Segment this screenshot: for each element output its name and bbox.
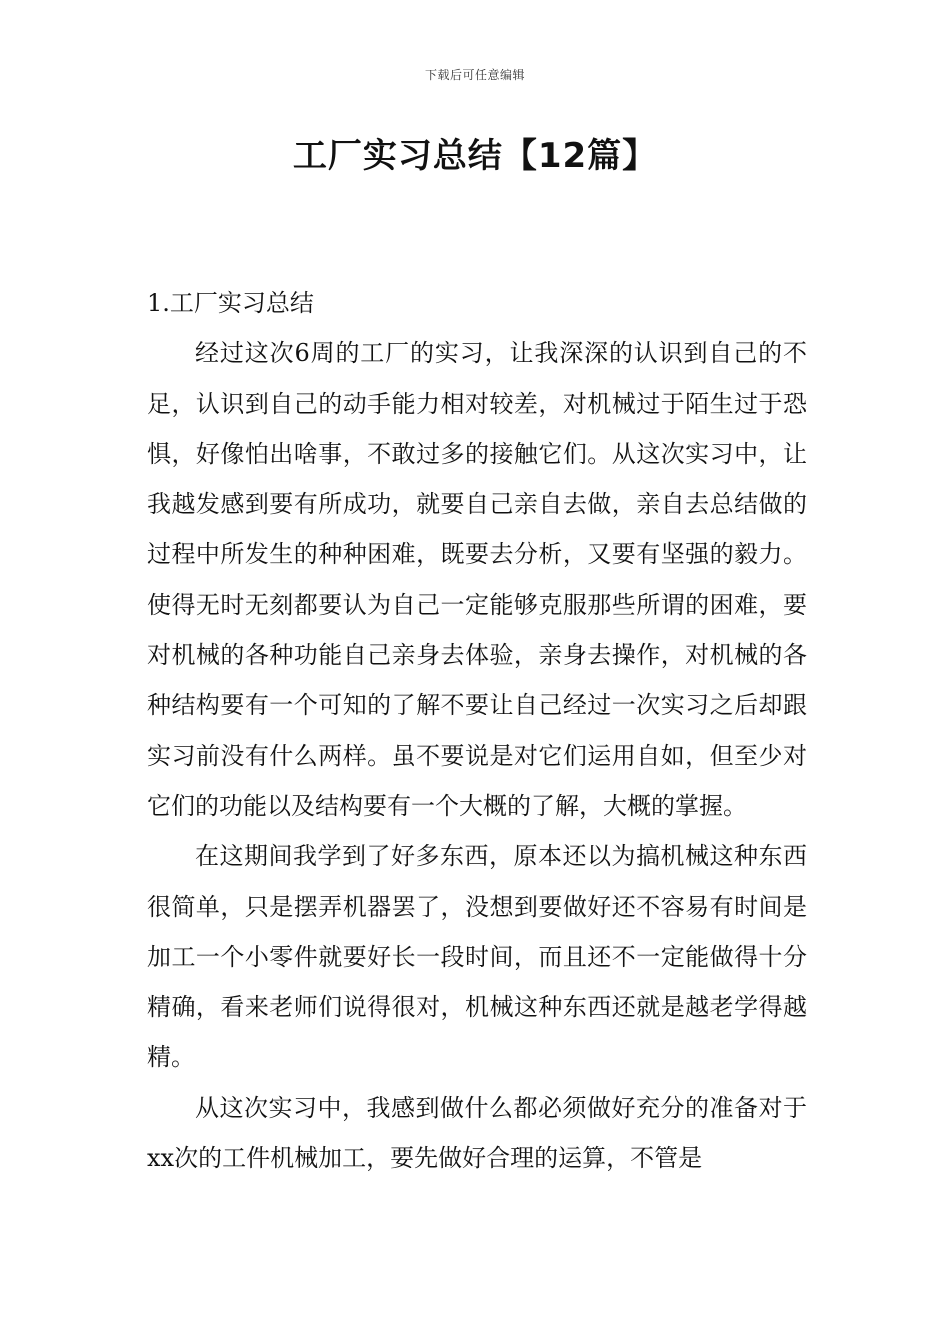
section-heading: 1.工厂实习总结 — [147, 289, 314, 317]
document-title: 工厂实习总结【12篇】 — [292, 136, 658, 176]
header-note: 下载后可任意编辑 — [424, 68, 525, 82]
paragraph: 经过这次6周的工厂的实习，让我深深的认识到自己的不足，认识到自己的动手能力相对较差，对机械过于陌生过于恐惧，好像怕出啥事，不敢过多的接触它们。从这次实习中，让我越发感到要有所成功，就要自己亲自去做，亲自去总结做的过程中所发生的种种困难，既要去分析，又要有坚强的毅力。使得无时无刻都要认为自己一定能够克服那些所谓的困难，要对机械的各种功能自己亲身去体验，亲身去操作，对机械的各种结构要有一个可知的了解不要让自己经过一次实习之后却跟实习前没有什么两样。虽不要说是对它们运用自如，但至少对它们的功能以及结构要有一个大概的了解，大概的掌握。 — [147, 339, 807, 820]
paragraph: 从这次实习中，我感到做什么都必须做好充分的准备对于xx次的工件机械加工，要先做好合理的运算，不管是 — [147, 1093, 807, 1173]
paragraph: 在这期间我学到了好多东西，原本还以为搞机械这种东西很简单，只是摆弄机器罢了，没想到要做好还不容易有时间是加工一个小零件就要好长一段时间，而且还不一定能做得十分精确，看来老师们说得很对，机械这种东西还就是越老学得越精。 — [147, 842, 807, 1072]
document-body — [147, 278, 807, 1183]
